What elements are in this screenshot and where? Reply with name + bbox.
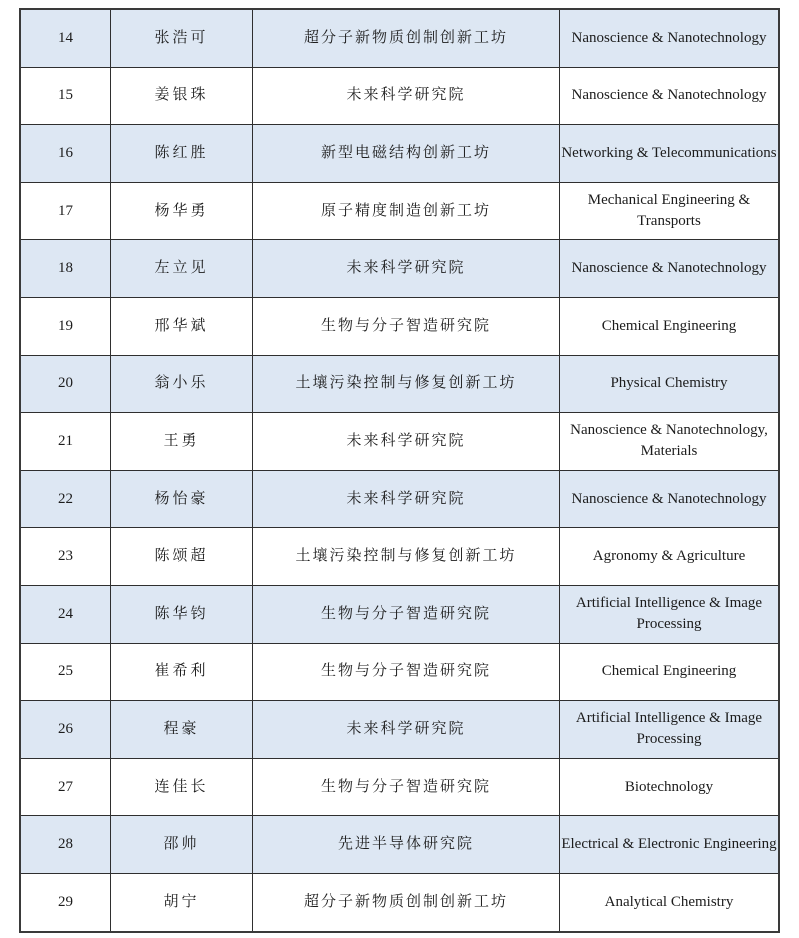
research-field-cell: Nanoscience & Nanotechnology [560, 67, 780, 125]
scholar-table-body [20, 9, 779, 932]
institution-cell: 未来科学研究院 [253, 240, 560, 298]
research-field-cell: Chemical Engineering [560, 297, 780, 355]
row-number-cell: 23 [20, 528, 111, 586]
table-row [20, 182, 779, 240]
research-field-cell: Analytical Chemistry [560, 873, 780, 931]
research-field-cell: Nanoscience & Nanotechnology, Materials [560, 413, 780, 471]
person-name-cell: 杨华勇 [111, 182, 253, 240]
row-number-cell: 22 [20, 470, 111, 528]
institution-cell: 土壤污染控制与修复创新工坊 [253, 355, 560, 413]
institution-cell: 未来科学研究院 [253, 67, 560, 125]
table-row [20, 758, 779, 816]
row-number-cell: 29 [20, 873, 111, 931]
table-row [20, 67, 779, 125]
person-name-cell: 程豪 [111, 701, 253, 759]
table-row [20, 873, 779, 931]
table-row [20, 701, 779, 759]
row-number-cell: 14 [20, 9, 111, 67]
table-row [20, 125, 779, 183]
row-number-cell: 20 [20, 355, 111, 413]
table-row [20, 240, 779, 298]
row-number-cell: 21 [20, 413, 111, 471]
person-name-cell: 杨怡豪 [111, 470, 253, 528]
institution-cell: 未来科学研究院 [253, 470, 560, 528]
row-number-cell: 25 [20, 643, 111, 701]
research-field-cell: Biotechnology [560, 758, 780, 816]
institution-cell: 土壤污染控制与修复创新工坊 [253, 528, 560, 586]
research-field-cell: Physical Chemistry [560, 355, 780, 413]
person-name-cell: 张浩可 [111, 9, 253, 67]
person-name-cell: 翁小乐 [111, 355, 253, 413]
person-name-cell: 陈红胜 [111, 125, 253, 183]
research-field-cell: Networking & Telecommunications [560, 125, 780, 183]
table-row [20, 355, 779, 413]
table-row [20, 413, 779, 471]
row-number-cell: 19 [20, 297, 111, 355]
table-row [20, 643, 779, 701]
institution-cell: 超分子新物质创制创新工坊 [253, 873, 560, 931]
institution-cell: 生物与分子智造研究院 [253, 643, 560, 701]
person-name-cell: 邢华斌 [111, 297, 253, 355]
row-number-cell: 16 [20, 125, 111, 183]
person-name-cell: 崔希利 [111, 643, 253, 701]
table-row [20, 470, 779, 528]
person-name-cell: 连佳长 [111, 758, 253, 816]
row-number-cell: 18 [20, 240, 111, 298]
table-row [20, 528, 779, 586]
table-row [20, 816, 779, 874]
person-name-cell: 胡宁 [111, 873, 253, 931]
person-name-cell: 王勇 [111, 413, 253, 471]
institution-cell: 未来科学研究院 [253, 413, 560, 471]
research-field-cell: Artificial Intelligence & Image Processing [560, 585, 780, 643]
person-name-cell: 左立见 [111, 240, 253, 298]
institution-cell: 未来科学研究院 [253, 701, 560, 759]
person-name-cell: 陈华钧 [111, 585, 253, 643]
row-number-cell: 17 [20, 182, 111, 240]
row-number-cell: 28 [20, 816, 111, 874]
institution-cell: 生物与分子智造研究院 [253, 758, 560, 816]
table-row [20, 9, 779, 67]
research-field-cell: Nanoscience & Nanotechnology [560, 240, 780, 298]
research-field-cell: Mechanical Engineering & Transports [560, 182, 780, 240]
scholar-table [19, 8, 780, 933]
institution-cell: 原子精度制造创新工坊 [253, 182, 560, 240]
research-field-cell: Artificial Intelligence & Image Processing [560, 701, 780, 759]
row-number-cell: 26 [20, 701, 111, 759]
table-row [20, 585, 779, 643]
research-field-cell: Nanoscience & Nanotechnology [560, 470, 780, 528]
institution-cell: 先进半导体研究院 [253, 816, 560, 874]
institution-cell: 生物与分子智造研究院 [253, 585, 560, 643]
person-name-cell: 邵帅 [111, 816, 253, 874]
institution-cell: 新型电磁结构创新工坊 [253, 125, 560, 183]
research-field-cell: Chemical Engineering [560, 643, 780, 701]
person-name-cell: 姜银珠 [111, 67, 253, 125]
person-name-cell: 陈颂超 [111, 528, 253, 586]
row-number-cell: 24 [20, 585, 111, 643]
row-number-cell: 15 [20, 67, 111, 125]
institution-cell: 生物与分子智造研究院 [253, 297, 560, 355]
institution-cell: 超分子新物质创制创新工坊 [253, 9, 560, 67]
table-row [20, 297, 779, 355]
research-field-cell: Electrical & Electronic Engineering [560, 816, 780, 874]
row-number-cell: 27 [20, 758, 111, 816]
research-field-cell: Agronomy & Agriculture [560, 528, 780, 586]
research-field-cell: Nanoscience & Nanotechnology [560, 9, 780, 67]
